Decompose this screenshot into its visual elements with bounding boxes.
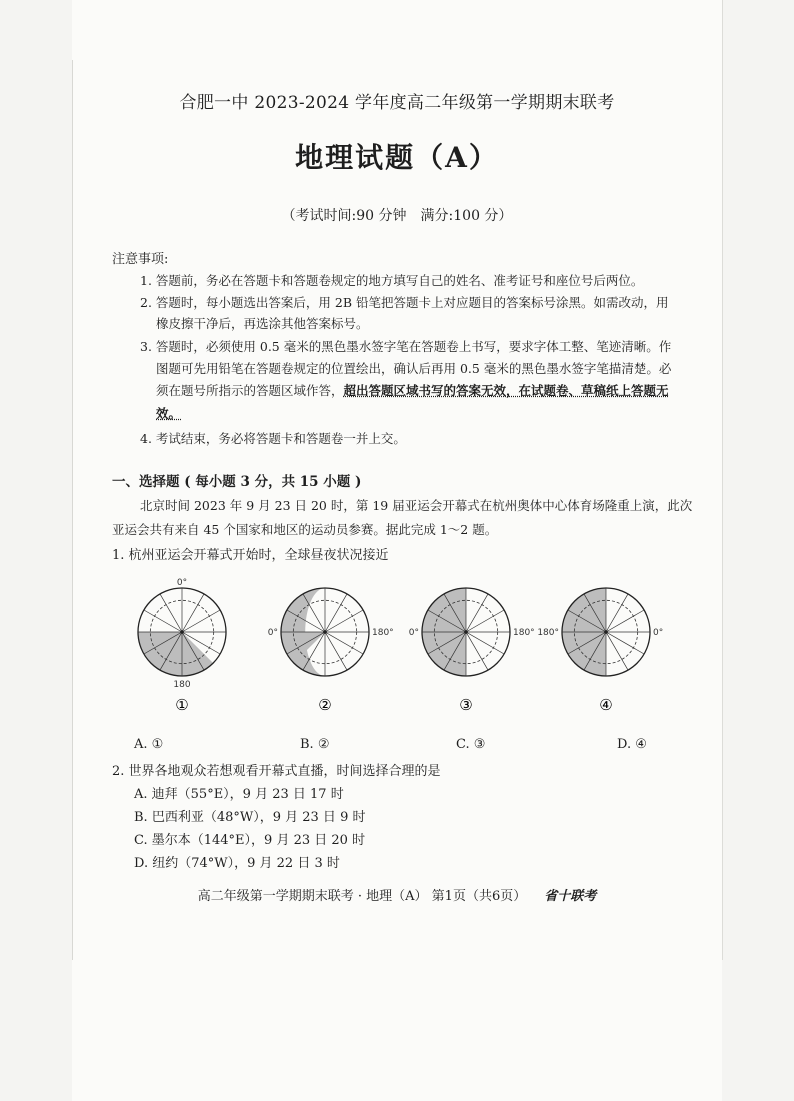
meridian-line (606, 594, 628, 632)
meridian-line (182, 594, 204, 632)
figure-label: ① (175, 696, 189, 714)
meridian-line (182, 610, 220, 632)
notice-item-3-cont: 图题可先用铅笔在答题卷规定的位置绘出，确认后再用 0.5 毫米的黑色墨水签字笔描清楚。必 (156, 361, 672, 376)
meridian-line (325, 632, 347, 670)
globe-diagram (406, 574, 535, 714)
pole-point (323, 630, 327, 634)
meridian-line (606, 632, 644, 654)
meridian-line (466, 594, 488, 632)
meridian-line (606, 632, 628, 670)
notice-item-1: 1. 答题前，务必在答题卡和答题卷规定的地方填写自己的姓名、准考证号和座位号后两位。 (140, 273, 644, 288)
night-shading (182, 632, 213, 676)
longitude-label: 180 (173, 680, 191, 690)
page-footer (0, 885, 794, 904)
notice-emphasis: 超出答题区域书写的答案无效，在试题卷、草稿纸上答题无 (343, 383, 669, 398)
q1-option-c: C. ③ (456, 737, 486, 752)
meridian-line (325, 632, 363, 654)
meridian-line (606, 610, 644, 632)
q2-option-b: B. 巴西利亚（48°W），9 月 23 日 9 时 (134, 810, 366, 825)
q1-option-a: A. ① (134, 737, 164, 752)
exam-info: （考试时间:90 分钟 满分:100 分） (281, 208, 513, 224)
figure-label: ③ (459, 696, 473, 714)
q2-option-d: D. 纽约（74°W），9 月 22 日 3 时 (134, 856, 340, 871)
meridian-line (466, 632, 488, 670)
globe-diagram (122, 574, 242, 714)
footer-text: 高二年级第一学期期末联考 · 地理（A） 第1页（共6页） (197, 889, 527, 904)
meridian-line (466, 632, 504, 654)
meridian-line (325, 594, 347, 632)
longitude-label: 180° (537, 628, 559, 638)
notice-item-3-cont2 (156, 380, 669, 402)
q1-option-d: D. ④ (617, 737, 647, 752)
meridian-line (325, 610, 363, 632)
section-heading: 一、选择题 ( 每小题 3 分，共 15 小题 ) (112, 474, 362, 490)
notice-item-2-cont: 橡皮擦干净后，再选涂其他答案标号。 (156, 316, 369, 331)
footer-stamp: 省十联考 (544, 889, 597, 904)
pole-point (464, 630, 468, 634)
pole-point (604, 630, 608, 634)
meridian-line (466, 610, 504, 632)
page-edge (72, 60, 73, 960)
notice-item-3-end: 效。 (156, 406, 182, 421)
question-1-stem: 1. 杭州亚运会开幕式开始时，全球昼夜状况接近 (112, 548, 389, 563)
longitude-label: 0° (176, 578, 188, 588)
longitude-label: 0° (408, 628, 419, 638)
meridian-line (144, 610, 182, 632)
longitude-label: 180° (372, 628, 394, 638)
figure-label: ④ (599, 696, 613, 714)
notice-item-3: 3. 答题时，必须使用 0.5 毫米的黑色墨水签字笔在答题卷上书写，要求字体工整、笔迹清晰。作 (140, 339, 672, 354)
notice-item-4: 4. 考试结束，务必将答题卡和答题卷一并上交。 (140, 431, 406, 446)
q2-option-a: A. 迪拜（55°E），9 月 23 日 17 时 (134, 787, 344, 802)
longitude-label: 0° (653, 628, 664, 638)
intro-text-cont: 亚运会共有来自 45 个国家和地区的运动员参赛。据此完成 1～2 题。 (112, 522, 498, 537)
q2-option-c: C. 墨尔本（144°E），9 月 23 日 20 时 (134, 833, 366, 848)
page-title: 地理试题（A） (295, 141, 499, 174)
intro-text: 北京时间 2023 年 9 月 23 日 20 时，第 19 届亚运会开幕式在杭州奥体中心体育场隆重上演，此次 (140, 498, 693, 513)
globe-diagram (537, 574, 666, 714)
longitude-label: 180° (513, 628, 535, 638)
globe-diagram (265, 574, 394, 714)
notice-text: 须在题号所指示的答题区域作答， (156, 383, 344, 398)
figure-label: ② (318, 696, 332, 714)
meridian-line (160, 594, 182, 632)
exam-name: 合肥一中 2023-2024 学年度高二年级第一学期期末联考 (179, 93, 615, 113)
longitude-label: 0° (267, 628, 278, 638)
notice-heading: 注意事项: (112, 252, 169, 267)
pole-point (180, 630, 184, 634)
q1-option-b: B. ② (300, 737, 330, 752)
notice-item-2: 2. 答题时，每小题选出答案后，用 2B 铅笔把答题卡上对应题目的答案标号涂黑。如需改动，用 (140, 295, 669, 310)
question-2-stem: 2. 世界各地观众若想观看开幕式直播，时间选择合理的是 (112, 764, 441, 779)
